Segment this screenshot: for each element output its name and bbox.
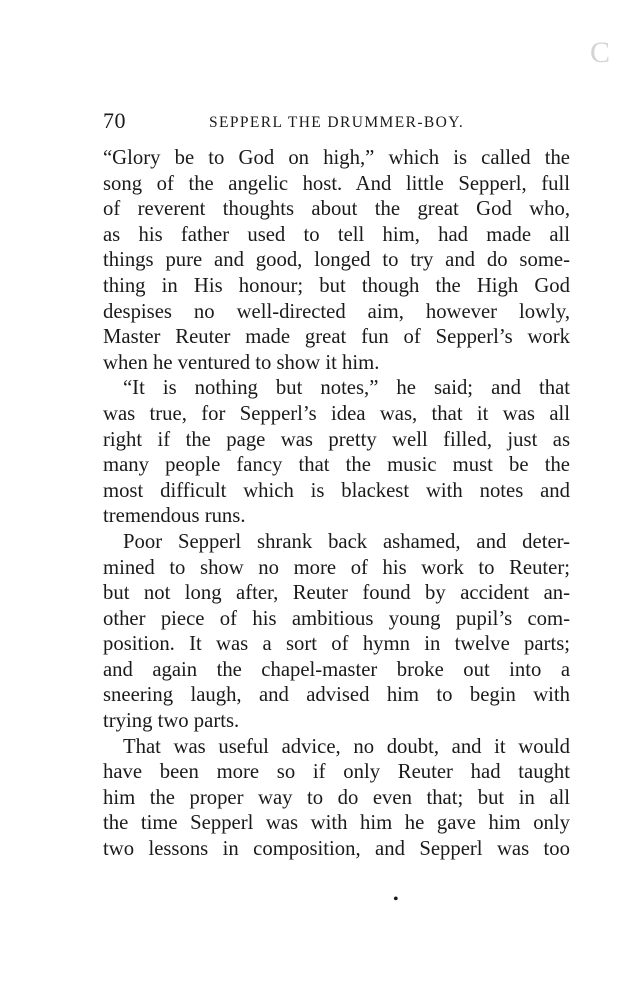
text-line: and again the chapel-master broke out into a	[103, 658, 570, 681]
text-line: tremendous runs.	[103, 505, 246, 528]
text-line: most difficult which is blackest with notes and	[103, 479, 570, 502]
paragraph	[103, 376, 570, 530]
text-line: the time Sepperl was with him he gave him only	[103, 812, 570, 835]
corner-mark: C	[590, 36, 611, 69]
text-line: trying two parts.	[103, 710, 240, 733]
running-title: SEPPERL THE DRUMMER-BOY.	[209, 114, 465, 131]
text-line: That was useful advice, no doubt, and it would	[123, 735, 570, 758]
text-line: things pure and good, longed to try and do some-	[103, 249, 570, 272]
text-line: was true, for Sepperl’s idea was, that it was all	[103, 402, 570, 425]
paragraph	[103, 530, 570, 735]
text-line: right if the page was pretty well filled, just as	[103, 428, 570, 451]
text-line: as his father used to tell him, had made all	[103, 223, 570, 246]
footer-mark: •	[393, 891, 399, 908]
paragraph	[103, 146, 570, 376]
body-text	[103, 146, 570, 863]
text-line: thing in His honour; but though the High God	[103, 274, 570, 297]
text-line: many people fancy that the music must be the	[103, 454, 570, 477]
page-number: 70	[103, 108, 126, 133]
text-line: him the proper way to do even that; but in all	[103, 786, 570, 809]
text-line: “Glory be to God on high,” which is called the	[103, 147, 570, 169]
text-line: of reverent thoughts about the great God who,	[103, 198, 570, 221]
text-line: Poor Sepperl shrank back ashamed, and deter-	[123, 530, 570, 553]
text-line: when he ventured to show it him.	[103, 351, 380, 374]
text-line: Master Reuter made great fun of Sepperl’s work	[103, 326, 570, 349]
paragraph	[103, 735, 570, 863]
text-line: sneering laugh, and advised him to begin with	[103, 684, 570, 707]
text-line: despises no well-directed aim, however lowly,	[103, 300, 570, 323]
text-line: two lessons in composition, and Sepperl was too	[103, 838, 570, 861]
text-line: position. It was a sort of hymn in twelve parts;	[103, 633, 570, 656]
text-line: “It is nothing but notes,” he said; and that	[123, 377, 570, 400]
text-line: mined to show no more of his work to Reuter;	[103, 556, 570, 579]
text-line: have been more so if only Reuter had taught	[103, 761, 570, 784]
running-head	[103, 106, 569, 136]
text-line: song of the angelic host. And little Sepperl, full	[103, 172, 570, 195]
text-line: but not long after, Reuter found by accident an-	[103, 582, 570, 605]
text-line: other piece of his ambitious young pupil’s com-	[103, 607, 570, 630]
